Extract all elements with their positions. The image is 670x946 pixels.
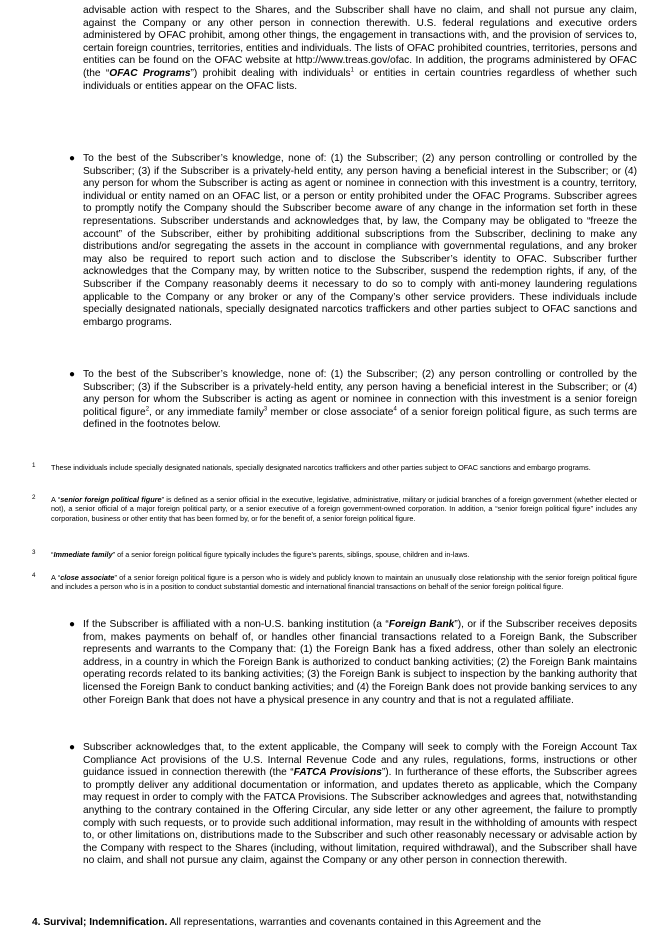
footnote-4: A “close associate” of a senior foreign political figure is a person who is widely and publicly known to maintain an unusually close relationship with the senior foreign political figure and includes a person who is in a position to conduct substantial domestic and international financial transactions on behalf of the senior foreign political figure.	[51, 573, 638, 592]
section-4-heading: 4. Survival; Indemnification.	[32, 917, 168, 928]
bullet-senior-foreign-political-figure: ● To the best of the Subscriber’s knowledge, none of: (1) the Subscriber; (2) any person controlling or controlled by the Subscriber; (3) if the Subscriber is a privately-held entity, any person having a beneficial interest in the Subscriber; or (4) any person for whom the Subscriber is acting as agent or nominee in connection with this investment is a senior foreign political figure$^2$, or any immediate family$^3$ member or close associate$^4$ of a senior foreign political figure, as such terms are defined in the footnotes below.	[69, 369, 638, 431]
term-fatca-provisions: FATCA Provisions	[293, 767, 382, 779]
footnote-ref-1: 1	[350, 67, 354, 74]
bullet-dot: ●	[69, 369, 76, 380]
footnote-number-2: 2	[32, 494, 36, 501]
footnote-number-4: 4	[32, 572, 36, 579]
ofac-paragraph: advisable action with respect to the Shares, and the Subscriber shall have no claim, and shall not pursue any claim, against the Company or any other person in connection therewith. U.S. federal regulations and executive orders administered by OFAC prohibit, among other things, the engagement in transactions with, and the provision of services to, certain foreign countries, territories, entities and individuals. The lists of OFAC prohibited countries, territories, persons and entities can be found on the OFAC website at http://www.treas.gov/ofac. In addition, the programs administered by OFAC (the “OFAC Programs”) prohibit dealing with individuals$^1$ or entities in certain countries regardless of whether such individuals or entities appear on the OFAC lists.	[83, 5, 638, 92]
section-4-paragraph: 4. Survival; Indemnification. All representations, warranties and covenants contained in this Agreement and the	[32, 917, 542, 928]
footnote-3: “Immediate family” of a senior foreign political figure typically includes the figure’s parents, siblings, spouse, children and in-laws.	[51, 550, 470, 559]
footnote-ref-2: 2	[145, 406, 150, 413]
bullet-dot: ●	[69, 153, 76, 164]
term-senior-foreign-political-figure: senior foreign political figure	[60, 495, 162, 504]
footnote-ref-4: 4	[393, 406, 397, 413]
footnote-number-1: 1	[32, 462, 36, 469]
term-close-associate: close associate	[60, 573, 115, 582]
footnote-number-3: 3	[32, 549, 36, 556]
footnote-ref-3: 3	[263, 406, 268, 413]
term-ofac-programs: OFAC Programs	[109, 67, 191, 79]
bullet-dot: ●	[69, 742, 76, 753]
footnote-2: A “senior foreign political figure” is defined as a senior official in the executive, legislative, administrative, military or judicial branches of a foreign government (whether elected or not), a senior official of a major foreign political party, or a senior executive of a foreign government-owned corporation. In addition, a “senior foreign political figure” includes any corporation, business or other entity that has been formed by, or for the benefit of, a senior foreign political figure.	[51, 495, 638, 523]
term-foreign-bank: Foreign Bank	[388, 619, 455, 630]
bullet-ofac-list: ● To the best of the Subscriber’s knowledge, none of: (1) the Subscriber; (2) any person controlling or controlled by the Subscriber; (3) if the Subscriber is a privately-held entity, any person having a beneficial interest in the Subscriber; or (4) any person for whom the Subscriber is acting as agent or nominee in connection with this investment is a country, territory, individual or entity named on an OFAC list, or a person or entity prohibited under the OFAC Programs. Subscriber agrees to promptly notify the Company should the Subscriber become aware of any change in the information set forth in these representations. Subscriber understands and acknowledges that, by law, the Company may be obligated to “freeze the account” of the Subscriber, either by prohibiting additional subscriptions from the Subscriber, declining to make any distributions and/or segregating the assets in the account in compliance with governmental regulations, and any broker may also be required to report such action and to disclose the Subscriber’s identity to OFAC. Subscriber further acknowledges that the Company may, by written notice to the Subscriber, suspend the redemption rights, if any, of the Subscriber if the Company reasonably deems it necessary to do so to comply with anti-money laundering regulations applicable to the Company or any broker or any of the Company’s other service providers. These individuals include specially designated nationals, specially designated narcotics traffickers and other parties subject to OFAC sanctions and embargo programs.	[69, 153, 637, 328]
bullet-dot: ●	[69, 619, 76, 630]
bullet-foreign-bank: ● If the Subscriber is affiliated with a non-U.S. banking institution (a “Foreign Bank”), or if the Subscriber receives deposits from, makes payments on behalf of, or handles other financial transactions related to a Foreign Bank, the Subscriber represents and warrants to the Company that: (1) the Foreign Bank has a fixed address, other than solely an electronic address, in a country in which the Foreign Bank is authorized to conduct banking activities; (2) the Foreign Bank maintains operating records related to its banking activities; (3) the Foreign Bank is subject to inspection by the banking authority that licensed the Foreign Bank to conduct banking activities; and (4) the Foreign Bank does not provide banking services to any other Foreign Bank that does not have a physical presence in any country and that is not a regulated affiliate.	[69, 619, 637, 706]
footnote-1: These individuals include specially designated nationals, specially designated narcotics traffickers and other parties subject to OFAC sanctions and embargo programs.	[51, 463, 591, 472]
bullet-fatca: ● Subscriber acknowledges that, to the extent applicable, the Company will seek to comply with the Foreign Account Tax Compliance Act provisions of the U.S. Internal Revenue Code and any rules, regulations, forms, instructions or other guidance issued in connection therewith (the “FATCA Provisions”). In furtherance of these efforts, the Subscriber agrees to promptly deliver any additional documentation or information, and updates thereto as applicable, which the Company may request in order to comply with the FATCA Provisions. The Subscriber acknowledges and agrees that, notwithstanding anything to the contrary contained in the Offering Circular, any side letter or any other agreement, the failure to promptly comply with such requests, or to provide such additional information, may result in the withholding of amounts with respect to, or other limitations on, distributions made to the Subscriber and such other reasonably necessary or advisable action by the Company with respect to the Shares (including, without limitation, required withdrawal), and the Subscriber shall have no claim, and shall not pursue any claim, against the Company or any other person in connection therewith.	[69, 742, 637, 867]
term-immediate-family: Immediate family	[53, 550, 113, 559]
